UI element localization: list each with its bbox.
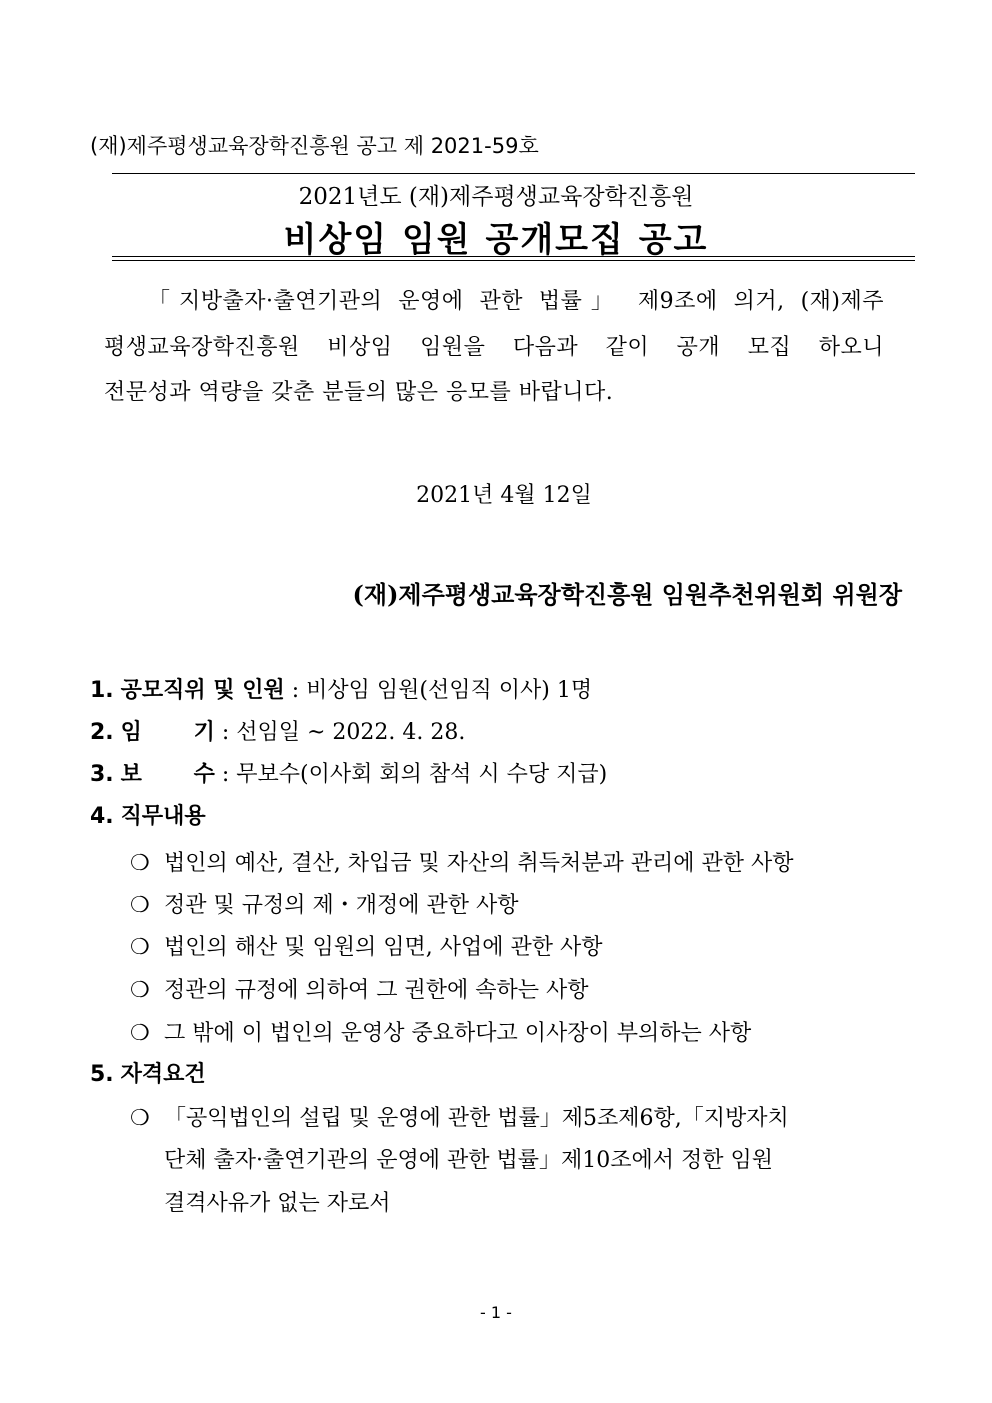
circle-bullet-icon: ❍ — [130, 893, 150, 918]
item-label: 보 수 — [120, 762, 215, 787]
intro-line-1: 「지방출자·출연기관의 운영에 관한 법률」 제9조에 의거, (재)제주 — [148, 289, 884, 314]
item-label: 공모직위 및 인원 — [120, 678, 285, 703]
circle-bullet-icon: ❍ — [130, 978, 150, 1003]
item-value: 비상임 임원(선임직 이사) 1명 — [306, 678, 593, 703]
title-rule-top — [112, 173, 915, 174]
list-item — [130, 1016, 751, 1047]
duty-text: 그 밖에 이 법인의 운영상 중요하다고 이사장이 부의하는 사항 — [164, 1021, 752, 1046]
notice-number: (재)제주평생교육장학진흥원 공고 제 2021-59호 — [90, 134, 539, 158]
list-item — [130, 930, 602, 961]
item-label: 직무내용 — [120, 804, 206, 829]
item-label: 임 기 — [120, 720, 215, 745]
item-separator: : — [214, 720, 237, 745]
duty-text: 정관의 규정에 의하여 그 권한에 속하는 사항 — [164, 978, 589, 1003]
item-value: 선임일 ~ 2022. 4. 28. — [236, 720, 466, 745]
document-title: 비상임 임원 공개모집 공고 — [283, 220, 709, 260]
duty-text: 법인의 해산 및 임원의 임면, 사업에 관한 사항 — [164, 935, 603, 960]
item-number: 5. — [90, 1062, 114, 1087]
document-subtitle: 2021년도 (재)제주평생교육장학진흥원 — [298, 184, 694, 210]
circle-bullet-icon: ❍ — [130, 935, 150, 960]
item-qualifications — [90, 1057, 206, 1088]
circle-bullet-icon: ❍ — [130, 1106, 150, 1131]
item-value: 무보수(이사회 회의 참석 시 수당 지급) — [236, 762, 608, 787]
item-number: 3. — [90, 762, 114, 787]
duty-text: 법인의 예산, 결산, 차입금 및 자산의 취득처분과 관리에 관한 사항 — [164, 851, 794, 876]
intro-line-2: 평생교육장학진흥원 비상임 임원을 다음과 같이 공개 모집 하오니 — [104, 335, 884, 360]
qualification-text-2: 단체 출자·출연기관의 운영에 관한 법률」제10조에서 정한 임원 — [164, 1148, 773, 1173]
item-number: 4. — [90, 804, 114, 829]
item-number: 2. — [90, 720, 114, 745]
item-separator: : — [214, 762, 237, 787]
circle-bullet-icon: ❍ — [130, 1021, 150, 1046]
list-item — [130, 888, 519, 919]
item-duties — [90, 799, 206, 830]
page-number: - 1 - — [480, 1303, 512, 1322]
item-label: 자격요건 — [120, 1062, 206, 1087]
list-item — [130, 846, 793, 877]
duty-text: 정관 및 규정의 제・개정에 관한 사항 — [164, 893, 519, 918]
list-item — [130, 973, 589, 1004]
title-rule-bottom — [112, 256, 915, 261]
signatory: (재)제주평생교육장학진흥원 임원추천위원회 위원장 — [352, 580, 902, 609]
item-number: 1. — [90, 678, 114, 703]
intro-line-3: 전문성과 역량을 갖춘 분들의 많은 응모를 바랍니다. — [104, 380, 614, 405]
circle-bullet-icon: ❍ — [130, 851, 150, 876]
item-position — [90, 673, 592, 704]
item-term — [90, 715, 465, 746]
item-separator: : — [284, 678, 307, 703]
qualification-text-3: 결격사유가 없는 자로서 — [164, 1191, 391, 1216]
item-pay — [90, 757, 607, 788]
list-item — [130, 1101, 789, 1132]
qualification-text-1: 「공익법인의 설립 및 운영에 관한 법률」제5조제6항,「지방자치 — [164, 1106, 789, 1131]
notice-date: 2021년 4월 12일 — [416, 483, 592, 508]
